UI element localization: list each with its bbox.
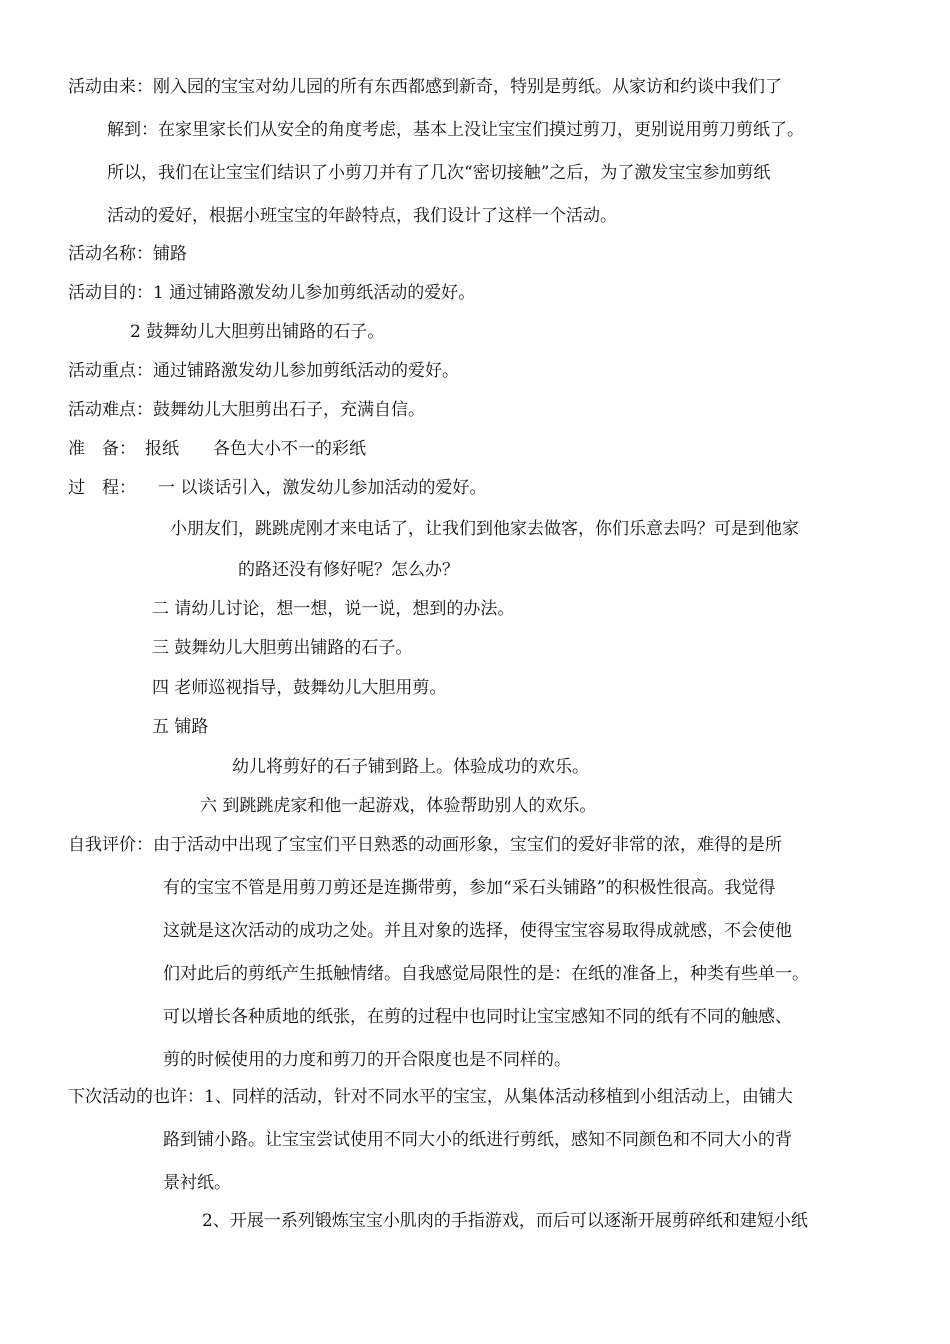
evaluation-line-5: 可以增长各种质地的纸张，在剪的过程中也同时让宝宝感知不同的纸有不同的触感、 — [163, 1007, 792, 1027]
process-step-3: 三 鼓舞幼儿大胆剪出铺路的石子。 — [152, 638, 413, 658]
goal-1: 活动目的：1 通过铺路激发幼儿参加剪纸活动的爱好。 — [68, 283, 476, 303]
process-talk-line-2: 的路还没有修好呢？怎么办？ — [238, 560, 459, 580]
process-step-5-detail: 幼儿将剪好的石子铺到路上。体验成功的欢乐。 — [232, 757, 589, 777]
activity-focus: 活动重点：通过铺路激发幼儿参加剪纸活动的爱好。 — [68, 361, 459, 381]
origin-line-4: 活动的爱好，根据小班宝宝的年龄特点，我们设计了这样一个活动。 — [107, 206, 617, 226]
evaluation-line-3: 这就是这次活动的成功之处。并且对象的选择，使得宝宝容易取得成就感，不会使他 — [163, 921, 792, 941]
next-line-4: 2、开展一系列锻炼宝宝小肌肉的手指游戏，而后可以逐渐开展剪碎纸和建短小纸 — [202, 1211, 808, 1231]
process-step-5: 五 铺路 — [152, 717, 209, 737]
prep-items: 报纸 各色大小不一的彩纸 — [145, 439, 366, 459]
evaluation-line-1: 自我评价：由于活动中出现了宝宝们平日熟悉的动画形象，宝宝们的爱好非常的浓，难得的是所 — [68, 835, 782, 855]
origin-line-1: 活动由来：刚入园的宝宝对幼儿园的所有东西都感到新奇，特别是剪纸。从家访和约谈中我们了 — [68, 77, 782, 97]
process-step-6: 六 到跳跳虎家和他一起游戏，体验帮助别人的欢乐。 — [200, 796, 597, 816]
prep-label: 准 备： — [68, 439, 136, 459]
process-label: 过 程： — [68, 478, 136, 498]
process-step-4: 四 老师巡视指导，鼓舞幼儿大胆用剪。 — [152, 678, 447, 698]
process-talk-line-1: 小朋友们，跳跳虎刚才来电话了，让我们到他家去做客，你们乐意去吗？可是到他家 — [170, 519, 799, 539]
evaluation-line-4: 们对此后的剪纸产生抵触情绪。自我感觉局限性的是：在纸的准备上，种类有些单一。 — [163, 964, 809, 984]
process-step-1: 一 以谈话引入，激发幼儿参加活动的爱好。 — [158, 478, 487, 498]
process-step-2: 二 请幼儿讨论，想一想，说一说，想到的办法。 — [152, 599, 515, 619]
goal-2: 2 鼓舞幼儿大胆剪出铺路的石子。 — [130, 322, 385, 342]
next-line-2: 路到铺小路。让宝宝尝试使用不同大小的纸进行剪纸，感知不同颜色和不同大小的背 — [163, 1130, 792, 1150]
activity-name: 活动名称：铺路 — [68, 244, 187, 264]
activity-difficulty: 活动难点：鼓舞幼儿大胆剪出石子，充满自信。 — [68, 400, 425, 420]
next-line-1: 下次活动的也许：1、同样的活动，针对不同水平的宝宝，从集体活动移植到小组活动上，由铺大 — [68, 1087, 793, 1107]
origin-line-3: 所以，我们在让宝宝们结识了小剪刀并有了几次“密切接触”之后，为了激发宝宝参加剪纸 — [107, 163, 771, 183]
origin-line-2: 解到：在家里家长们从安全的角度考虑，基本上没让宝宝们摸过剪刀，更别说用剪刀剪纸了。 — [107, 120, 804, 140]
evaluation-line-6: 剪的时候使用的力度和剪刀的开合限度也是不同样的。 — [163, 1050, 571, 1070]
next-line-3: 景衬纸。 — [163, 1173, 231, 1193]
evaluation-line-2: 有的宝宝不管是用剪刀剪还是连撕带剪，参加“采石头铺路”的积极性很高。我觉得 — [163, 878, 776, 898]
